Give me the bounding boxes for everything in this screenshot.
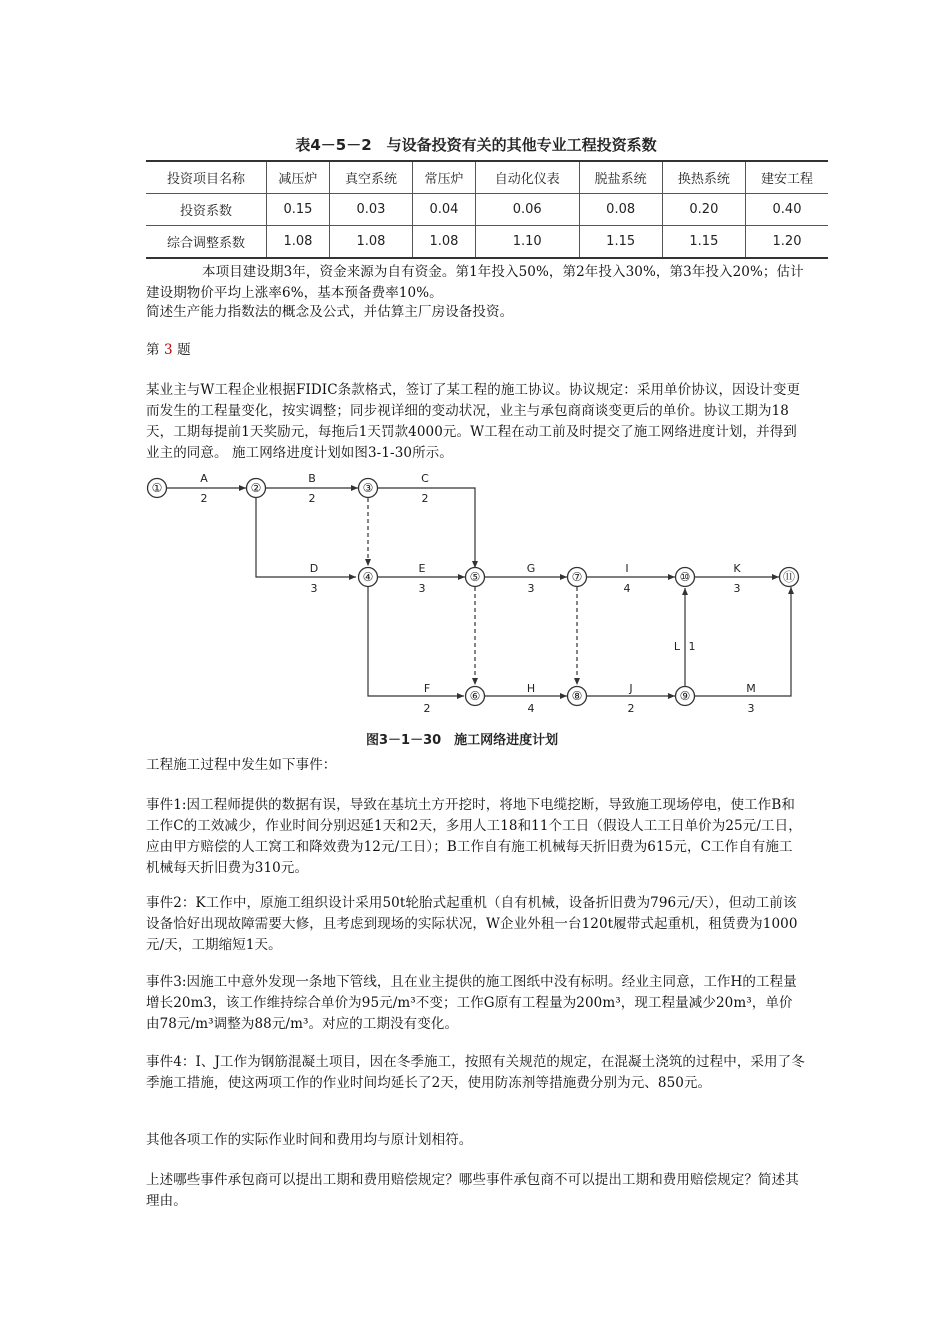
activity-name: M — [746, 682, 756, 695]
activity-name: H — [526, 682, 536, 695]
table-cell: 常压炉 — [413, 161, 476, 194]
diagram-caption: 图3－1－30 施工网络进度计划 — [366, 733, 559, 748]
question-body: 某业主与W工程企业根据FIDIC条款格式，签订了某工程的施工协议。协议规定：采用单价协议，因设计变更而发生的工程量变化，按实调整；同步视详细的变动状况，业主与承包商商谈变更后的单价。协议工期为18天，工期每提前1天奖励元，每拖后1天罚款4000元。W工程在动工前及时提交了施工网络进度计划，并得到业主的同意。 施工网络进度计划如图3-1-30所示。 — [146, 382, 801, 461]
activity-name: C — [421, 472, 429, 485]
activity-name: G — [526, 562, 536, 575]
table-row — [146, 194, 828, 226]
node-label: ③ — [362, 481, 374, 495]
other-note: 其他各项工作的实际作业时间和费用均与原计划相符。 — [146, 1132, 473, 1148]
table-cell: 综合调整系数 — [146, 226, 267, 259]
event-3: 事件3:因施工中意外发现一条地下管线，且在业主提供的施工图纸中没有标明。经业主同意，工作H的工程量增长20m3，该工作维持综合单价为95元/m³不变；工作G原有工程量为200m³，现工程量减少20m³，单价由78元/m³调整为88元/m³。对应的工期没有变化。 — [146, 974, 797, 1032]
activity-duration: 4 — [623, 582, 631, 595]
activity-duration: 3 — [310, 582, 318, 595]
activity-duration: 2 — [423, 702, 431, 715]
node-label: ② — [250, 481, 262, 495]
activity-name: A — [200, 472, 208, 485]
table-cell: 换热系统 — [662, 161, 745, 194]
node-label: ⑪ — [782, 570, 796, 584]
intro-paragraph: 本项目建设期3年，资金来源为自有资金。第1年投入50%，第2年投入30%，第3年投入20%；估计建设期物价平均上涨率6%，基本预备费率10%。 — [146, 264, 804, 301]
event-4: 事件4：I、J工作为钢筋混凝土项目，因在冬季施工，按照有关规范的规定，在混凝土浇筑的过程中，采用了冬季施工措施，使这两项工作的作业时间均延长了2天，使用防冻剂等措施费分别为元、850元。 — [146, 1054, 805, 1091]
table-header-row — [146, 161, 828, 194]
activity-name: L — [673, 640, 681, 653]
activity-name: J — [629, 682, 633, 695]
node-label: ⑩ — [679, 570, 691, 584]
table-cell: 1.08 — [329, 226, 412, 259]
table-cell: 0.06 — [475, 194, 579, 226]
activity-name: D — [309, 562, 319, 575]
event-1: 事件1:因工程师提供的数据有误，导致在基坑土方开挖时，将地下电缆挖断，导致施工现场停电，使工作B和工作C的工效减少，作业时间分别迟延1天和2天，多用人工18和11个工日（假设人工工日单价为25元/工日，应由甲方赔偿的人工窝工和降效费为12元/工日）；B工作自有施工机械每天折旧费为615元，C工作自有施工机械每天折旧费为310元。 — [146, 797, 802, 876]
final-question: 上述哪些事件承包商可以提出工期和费用赔偿规定？哪些事件承包商不可以提出工期和费用赔偿规定？简述其理由。 — [146, 1172, 799, 1209]
node-label: ⑦ — [571, 570, 583, 584]
activity-duration: 3 — [527, 582, 535, 595]
activity-duration: 2 — [627, 702, 635, 715]
activity-name: B — [308, 472, 316, 485]
table-cell: 1.15 — [662, 226, 745, 259]
table-cell: 脱盐系统 — [579, 161, 662, 194]
table-cell: 1.08 — [413, 226, 476, 259]
activity-duration: 3 — [418, 582, 426, 595]
node-label: ⑨ — [679, 689, 691, 703]
activity-name: I — [625, 562, 629, 575]
table-cell: 投资系数 — [146, 194, 267, 226]
question-suffix: 题 — [177, 342, 191, 358]
table-cell: 0.03 — [329, 194, 412, 226]
table-cell: 1.08 — [267, 226, 330, 259]
events-intro: 工程施工过程中发生如下事件： — [146, 757, 337, 773]
activity-name: K — [733, 562, 741, 575]
question-number: 3 — [164, 342, 173, 358]
table-cell: 1.15 — [579, 226, 662, 259]
node-label: ④ — [362, 570, 374, 584]
table-row — [146, 226, 828, 259]
investment-coefficient-table — [146, 160, 828, 259]
activity-duration: 4 — [527, 702, 535, 715]
node-label: ① — [151, 481, 163, 495]
table-cell: 0.20 — [662, 194, 745, 226]
table-cell: 1.20 — [746, 226, 829, 259]
table-cell: 0.15 — [267, 194, 330, 226]
table-title: 表4－5－2 与设备投资有关的其他专业工程投资系数 — [295, 136, 657, 154]
node-label: ⑥ — [469, 689, 481, 703]
activity-duration: 3 — [733, 582, 741, 595]
intro-question: 简述生产能力指数法的概念及公式，并估算主厂房设备投资。 — [146, 304, 514, 320]
table-cell: 0.08 — [579, 194, 662, 226]
table-cell: 投资项目名称 — [146, 161, 267, 194]
node-label: ⑤ — [469, 570, 481, 584]
table-cell: 真空系统 — [329, 161, 412, 194]
activity-duration: 3 — [747, 702, 755, 715]
table-cell: 1.10 — [475, 226, 579, 259]
activity-duration: 2 — [200, 492, 208, 505]
activity-duration: 2 — [421, 492, 429, 505]
activity-name: F — [423, 682, 431, 695]
network-diagram — [140, 470, 820, 726]
question-heading — [146, 340, 806, 361]
activity-duration: 1 — [688, 640, 696, 653]
table-cell: 减压炉 — [267, 161, 330, 194]
table-cell: 建安工程 — [746, 161, 829, 194]
question-prefix: 第 — [146, 342, 160, 358]
activity-name: E — [418, 562, 426, 575]
table-cell: 自动化仪表 — [475, 161, 579, 194]
table-cell: 0.04 — [413, 194, 476, 226]
activity-duration: 2 — [308, 492, 316, 505]
table-cell: 0.40 — [746, 194, 829, 226]
node-label: ⑧ — [571, 689, 583, 703]
event-2: 事件2：K工作中，原施工组织设计采用50t轮胎式起重机（自有机械，设备折旧费为796元/天），但动工前该设备恰好出现故障需要大修，且考虑到现场的实际状况，W企业外租一台120t履带式起重机，租赁费为1000元/天，工期缩短1天。 — [146, 895, 798, 953]
